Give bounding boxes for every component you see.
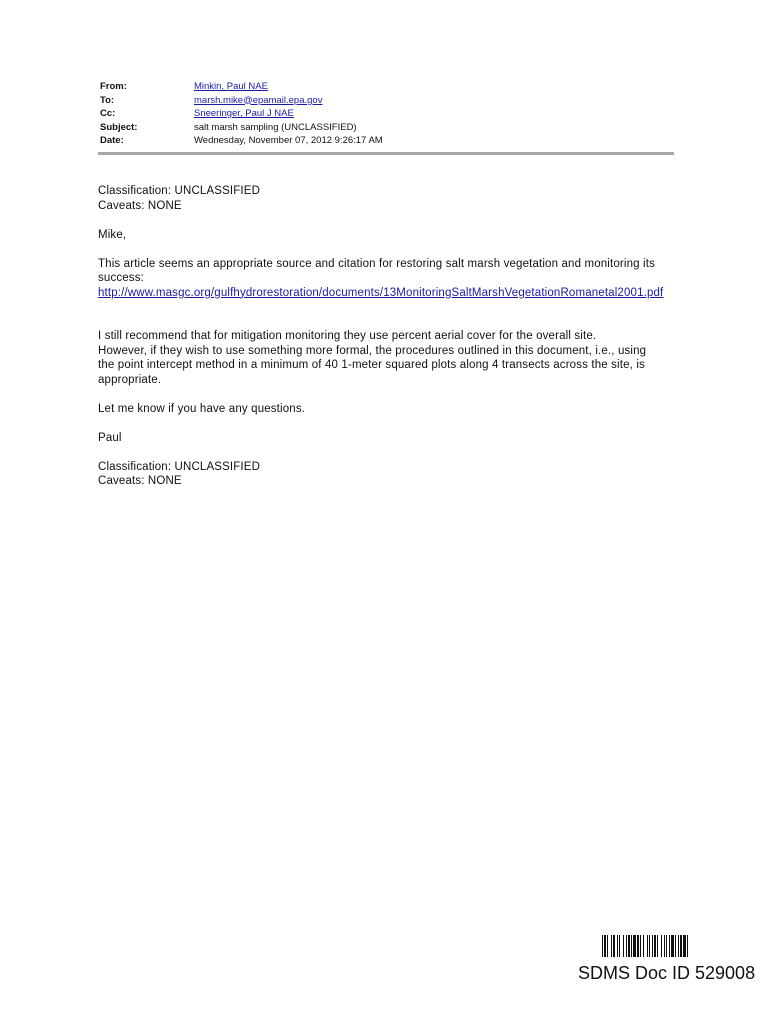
subject-row bbox=[100, 121, 674, 135]
email-body bbox=[98, 184, 688, 503]
header-divider bbox=[98, 152, 674, 155]
cc-row bbox=[100, 107, 674, 121]
subject-label: Subject: bbox=[100, 121, 138, 133]
recommendation-line: However, if they wish to use something more formal, the procedures outlined in this document, i.e., using bbox=[98, 344, 647, 357]
date-label: Date: bbox=[100, 135, 124, 146]
subject-value: salt marsh sampling (UNCLASSIFIED) bbox=[194, 121, 357, 133]
recommendation-line: appropriate. bbox=[98, 373, 162, 386]
recommendation-paragraph bbox=[98, 329, 688, 387]
to-label: To: bbox=[100, 94, 115, 106]
to-row bbox=[100, 94, 674, 108]
classification-text: Classification: UNCLASSIFIED bbox=[98, 460, 261, 473]
from-link[interactable]: Minkin, Paul NAE bbox=[194, 81, 268, 92]
cc-label: Cc: bbox=[100, 108, 116, 119]
article-text-line: success: bbox=[98, 272, 144, 284]
article-text-line: This article seems an appropriate source and citation for restoring salt marsh vegetation and monitoring its bbox=[98, 257, 655, 270]
to-link[interactable]: marsh.mike@epamail.epa.gov bbox=[194, 94, 323, 106]
signature: Paul bbox=[98, 431, 122, 444]
classification-text: Classification: UNCLASSIFIED bbox=[98, 185, 261, 197]
recommendation-line: I still recommend that for mitigation monitoring they use percent aerial cover for the overall site. bbox=[98, 330, 597, 342]
caveats-text: Caveats: NONE bbox=[98, 199, 182, 212]
caveats-text: Caveats: NONE bbox=[98, 475, 182, 487]
greeting: Mike, bbox=[98, 228, 127, 241]
sdms-doc-id: SDMS Doc ID 529008 bbox=[578, 963, 756, 983]
cc-link[interactable]: Sneeringer, Paul J NAE bbox=[194, 108, 294, 119]
article-link[interactable]: http://www.masgc.org/gulfhydrorestoration/documents/13MonitoringSaltMarshVegetationRomanetal2001.pdf bbox=[98, 286, 664, 299]
recommendation-line: the point intercept method in a minimum of 40 1-meter squared plots along 4 transects across the site, is bbox=[98, 359, 645, 371]
article-paragraph bbox=[98, 257, 688, 301]
email-header bbox=[100, 80, 674, 148]
from-row bbox=[100, 80, 674, 94]
from-label: From: bbox=[100, 81, 127, 92]
questions-line: Let me know if you have any questions. bbox=[98, 402, 306, 415]
date-value: Wednesday, November 07, 2012 9:26:17 AM bbox=[194, 135, 383, 146]
date-row bbox=[100, 134, 674, 148]
classification-block-top bbox=[98, 184, 688, 213]
barcode-image bbox=[602, 935, 720, 957]
classification-block-bottom bbox=[98, 460, 688, 489]
